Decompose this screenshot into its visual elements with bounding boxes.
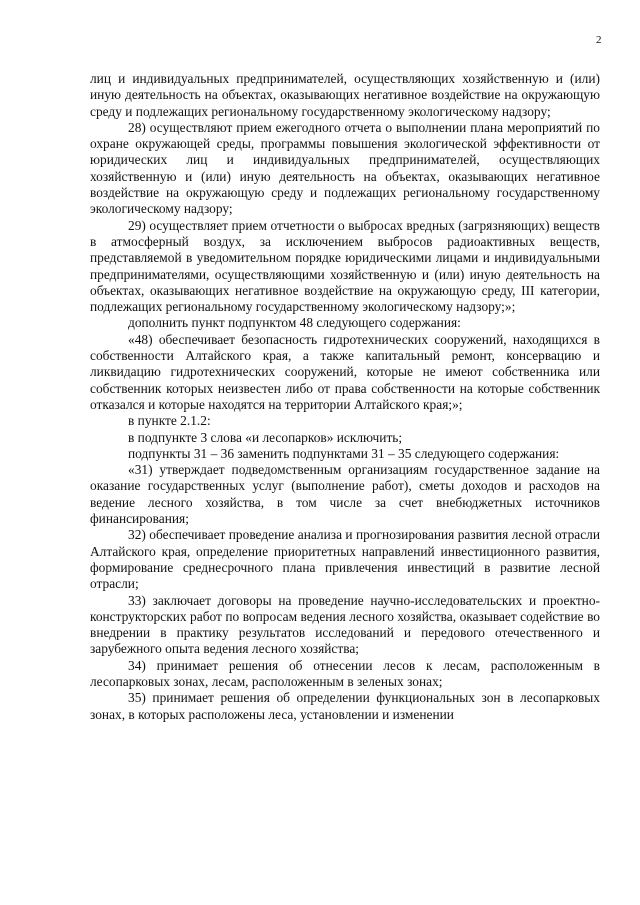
paragraph-item-31: «31) утверждает подведомственным организациям государственное задание на оказание государственных услуг (выполнение работ), сметы доходов и расходов на ведение лесного хозяйства, в том числе за счет внебюджетных источников финансирования; <box>90 462 600 527</box>
paragraph-section-2-1-2: в пункте 2.1.2: <box>128 413 211 429</box>
paragraph-item-29: 29) осуществляет прием отчетности о выбросах вредных (загрязняющих) веществ в атмосферный воздух, за исключением выбросов радиоактивных веществ, представляемой в уведомительном порядке юридическими лицами и индивидуальными предпринимателями, осуществляющими хозяйственную и (или) иную деятельность на объектах, оказывающих негативное воздействие на окружающую среду, III категории, подлежащих региональному государственному экологическому надзору;»; <box>90 217 600 315</box>
paragraph-item-35: 35) принимает решения об определении функциональных зон в лесопарковых зонах, в которых расположены леса, установлении и изменении <box>90 690 600 722</box>
paragraph-continuation: лиц и индивидуальных предпринимателей, осуществляющих хозяйственную и (или) иную деятельность на объектах, оказывающих негативное воздействие на окружающую среду и подлежащих региональному государственному экологическому надзору; <box>90 71 600 119</box>
paragraph-subitem-3: в подпункте 3 слова «и лесопарков» исключить; <box>128 429 403 445</box>
paragraph-item-28: 28) осуществляют прием ежегодного отчета о выполнении плана мероприятий по охране окружающей среды, программы повышения экологической эффективности от юридических лиц и индивидуальных предпринимателей, осуществляющих хозяйственную и (или) иную деятельность на объектах, оказывающих негативное воздействие на окружающую среду и подлежащих региональному государственному экологическому надзору; <box>90 119 600 217</box>
page-number: 2 <box>596 34 602 46</box>
paragraph-item-32: 32) обеспечивает проведение анализа и прогнозирования развития лесной отрасли Алтайского края, определение приоритетных направлений инвестиционного развития, формирование среднесрочного плана привлечения инвестиций в развитие лесной отрасли; <box>90 527 600 592</box>
document-body <box>90 71 600 723</box>
paragraph-add-item-48: дополнить пункт подпунктом 48 следующего содержания: <box>128 315 461 331</box>
paragraph-item-48: «48) обеспечивает безопасность гидротехнических сооружений, находящихся в собственности Алтайского края, а также капитальный ремонт, консервацию и ликвидацию гидротехнических сооружений, которые не имеют собственника или собственник которых неизвестен либо от права собственности на которые собственник отказался и которые находятся на территории Алтайского края;»; <box>90 331 600 412</box>
paragraph-item-33: 33) заключает договоры на проведение научно-исследовательских и проектно-конструкторских работ по вопросам ведения лесного хозяйства, оказывает содействие во внедрении в практику результатов исследований и передового отечественного и зарубежного опыта ведения лесного хозяйства; <box>90 592 600 657</box>
paragraph-item-34: 34) принимает решения об отнесении лесов к лесам, расположенным в лесопарковых зонах, лесам, расположенным в зеленых зонах; <box>90 657 600 689</box>
paragraph-replace-31-36: подпункты 31 – 36 заменить подпунктами 31 – 35 следующего содержания: <box>128 445 560 461</box>
